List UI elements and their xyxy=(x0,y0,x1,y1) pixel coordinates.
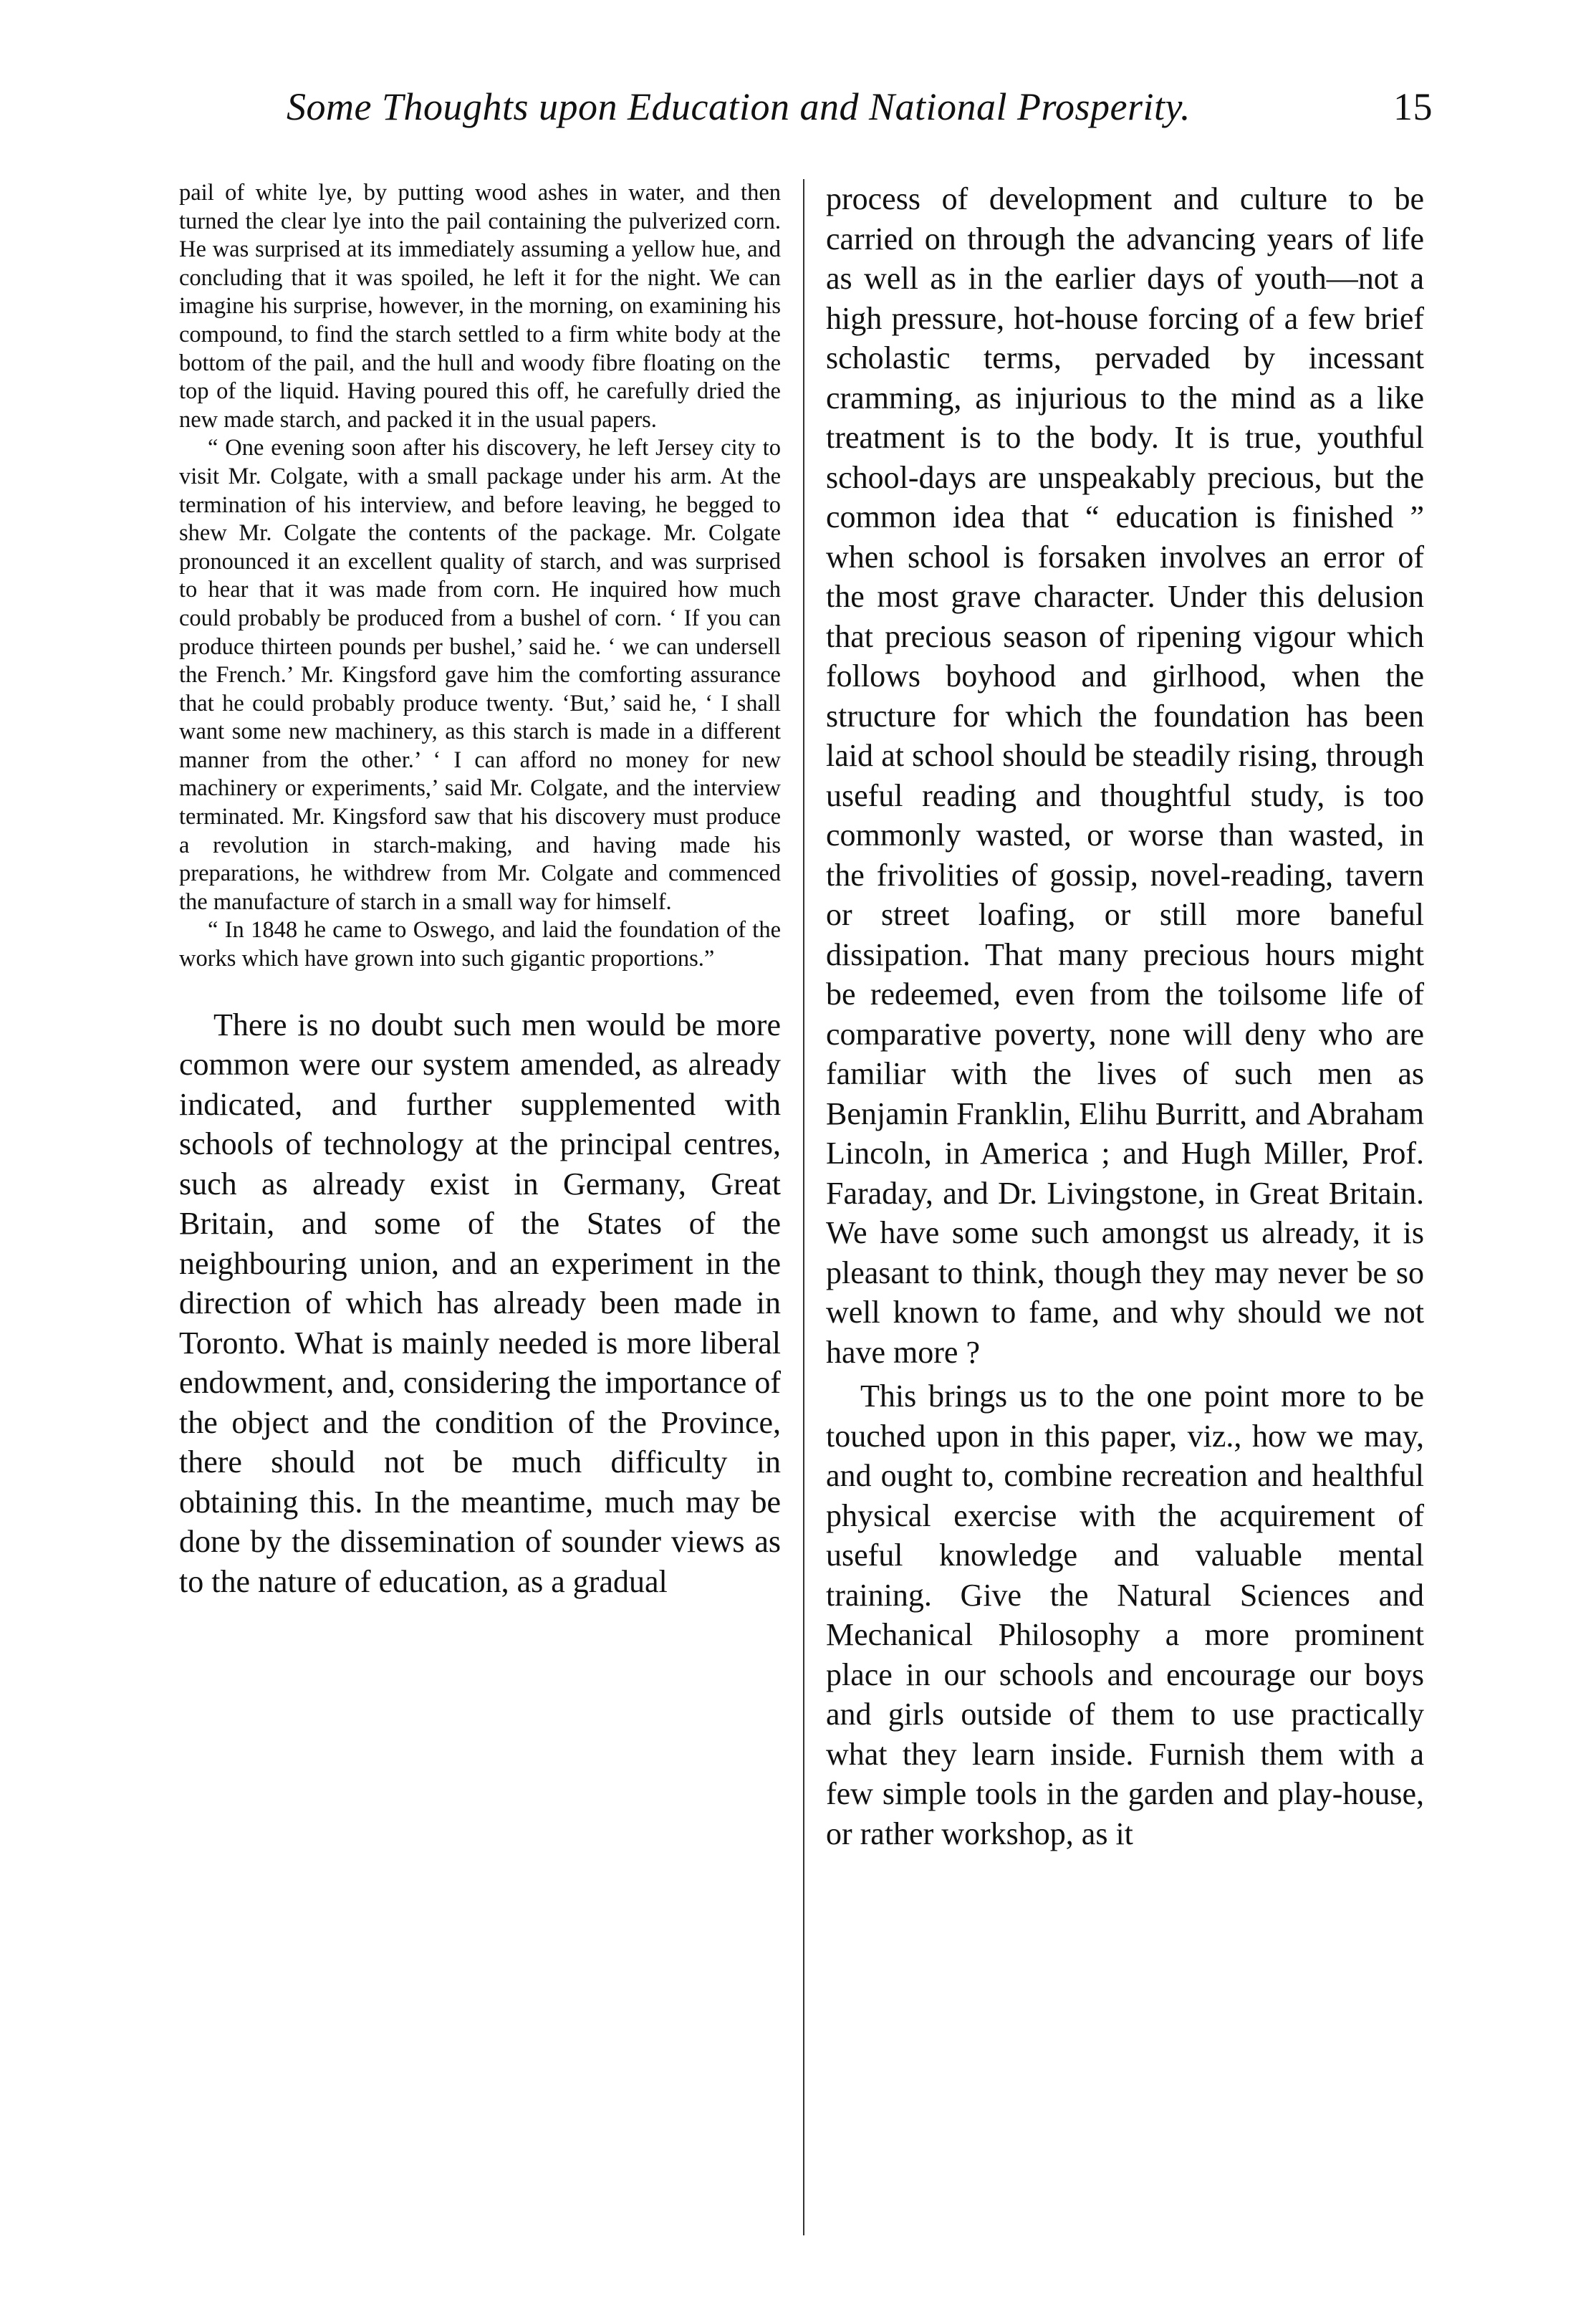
left-column xyxy=(179,179,781,1601)
quote-paragraph: pail of white lye, by putting wood ashes in water, and then turned the clear lye into the pail containing the pulverized corn. He was surprised at its immediately assuming a yellow hue, and concluding that it was spoiled, he left it for the night. We can imagine his surprise, however, in the morning, on examining his compound, to find the starch settled to a firm white body at the bottom of the pail, and the hull and woody fibre floating on the top of the liquid. Having poured this off, he carefully dried the new made starch, and packed it in the usual papers. xyxy=(179,180,781,433)
right-body-text xyxy=(826,179,1424,1853)
page-number: 15 xyxy=(1393,85,1433,128)
quote-paragraph: “ In 1848 he came to Oswego, and laid the foundation of the works which have grown into such gigantic proportions.” xyxy=(179,917,781,972)
body-paragraph: This brings us to the one point more to be touched upon in this paper, viz., how we may, and ought to, combine recreation and healthful physical exercise with the acquirement of useful knowledge and valuable mental training. Give the Natural Sciences and Mechanical Philosophy a more prominent place in our schools and encourage our boys and girls outside of them to use practically what they learn inside. Furnish them with a few simple tools in the garden and play-house, or rather workshop, as it xyxy=(826,1378,1424,1851)
running-head xyxy=(287,85,1433,142)
quoted-extract xyxy=(179,179,781,974)
right-column xyxy=(826,179,1424,1853)
running-head-title: Some Thoughts upon Education and National Prosperity. xyxy=(287,85,1191,128)
body-paragraph: There is no doubt such men would be more common were our system amended, as already indicated, and further supplemented with schools of technology at the principal centres, such as already exist in Germany, Great Britain, and some of the States of the neighbouring union, and an experiment in the direction of which has already been made in Toronto. What is mainly needed is more liberal endowment, and, considering the importance of the object and the condition of the Province, there should not be much difficulty in obtaining this. In the meantime, much may be done by the dissemination of sounder views as to the nature of education, as a gradual xyxy=(179,1007,781,1599)
body-paragraph: process of development and culture to be carried on through the advancing years of life as well as in the earlier days of youth—not a high pressure, hot-house forcing of a few brief scholastic terms, pervaded by incessant cramming, as injurious to the mind as a like treatment is to the body. It is true, youthful school-days are unspeakably precious, but the common idea that “ education is finished ” when school is forsaken involves an error of the most grave character. Under this delusion that precious season of ripening vigour which follows boyhood and girlhood, when the structure for which the foundation has been laid at school should be steadily rising, through useful reading and thoughtful study, is too commonly wasted, or worse than wasted, in the frivolities of gossip, novel-reading, tavern or street loafing, or still more baneful dissipation. That many precious hours might be redeemed, even from the toilsome life of comparative poverty, none will deny who are familiar with the lives of such men as Benjamin Franklin, Elihu Burritt, and Abraham Lincoln, in America ; and Hugh Miller, Prof. Faraday, and Dr. Livingstone, in Great Britain. We have some such amongst us already, it is pleasant to think, though they may never be so well known to fame, and why should we not have more ? xyxy=(826,181,1424,1370)
quote-paragraph: “ One evening soon after his discovery, he left Jersey city to visit Mr. Colgate, with a small package under his arm. At the termination of his interview, and before leaving, he begged to shew Mr. Colgate the contents of the package. Mr. Colgate pronounced it an excellent quality of starch, and was surprised to hear that it was made from corn. He inquired how much could probably be produced from a bushel of corn. ‘ If you can produce thirteen pounds per bushel,’ said he. ‘ we can undersell the French.’ Mr. Kingsford gave him the comforting assurance that he could probably produce twenty. ‘But,’ said he, ‘ I shall want some new machinery, as this starch is made in a different manner from the other.’ ‘ I can afford no money for new machinery or experiments,’ said Mr. Colgate, and the interview terminated. Mr. Kingsford saw that his discovery must produce a revolution in starch-making, and having made his preparations, he withdrew from Mr. Colgate and commenced the manufacture of starch in a small way for himself. xyxy=(179,435,781,915)
column-divider xyxy=(803,179,804,2235)
left-body-text xyxy=(179,1005,781,1602)
